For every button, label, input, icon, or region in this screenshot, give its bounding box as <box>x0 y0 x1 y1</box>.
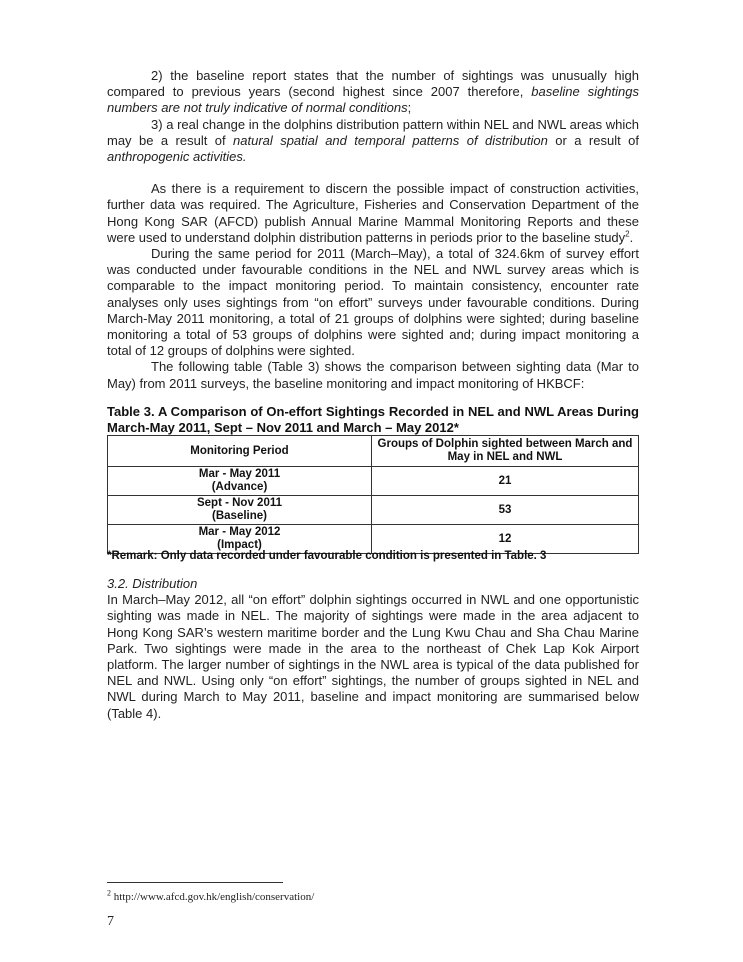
table-cell-value: 12 <box>372 525 639 554</box>
page-number: 7 <box>107 914 114 929</box>
table-header-cell: Groups of Dolphin sighted between March and May in NEL and NWL <box>372 436 639 467</box>
table-caption: Table 3. A Comparison of On-effort Sightings Recorded in NEL and NWL Areas During March-May 2011, Sept – Nov 2011 and March – May 2012* <box>107 404 639 435</box>
section-body: In March–May 2012, all “on effort” dolphin sightings occurred in NWL and one opportunistic sighting was made in NEL. The majority of sightings were made in the area adjacent to Hong Kong SAR’s western maritime border and the Lung Kwu Chau and Sha Chau Marine Park. Two sightings were made in the area to the northeast of Chek Lap Kok Airport platform. The larger number of sightings in the NWL area is typical of the data published for NEL and NWL. Using only “on effort” sightings, the number of groups sighted in NEL and NWL during March to May 2011, baseline and impact monitoring are summarised below (Table 4). <box>107 592 639 721</box>
table-header-row <box>108 436 639 467</box>
section-heading: 3.2. Distribution <box>107 576 198 591</box>
paragraph-distribution-change: 3) a real change in the dolphins distribution pattern within NEL and NWL areas which may be a result of natural spatial and temporal patterns of distribution or a result of anthropogenic activities. <box>107 116 639 165</box>
sightings-table <box>107 435 639 554</box>
table-cell-period: Mar - May 2012 (Impact) <box>108 525 372 554</box>
table-header-cell: Monitoring Period <box>108 436 372 467</box>
table-cell-period: Mar - May 2011 (Advance) <box>108 467 372 496</box>
table-cell-period: Sept - Nov 2011 (Baseline) <box>108 496 372 525</box>
table-row <box>108 496 639 525</box>
table-remark: *Remark: Only data recorded under favourable condition is presented in Table. 3 <box>107 550 547 562</box>
paragraph-survey-effort: During the same period for 2011 (March–May), a total of 324.6km of survey effort was conducted under favourable conditions in the NEL and NWL survey areas which is comparable to the impact monitoring period. To maintain consistency, encounter rate analyses only uses sightings from “on effort” surveys under favourable conditions. During March-May 2011 monitoring, a total of 21 groups of dolphins were sighted; during baseline monitoring a total of 53 groups of dolphins were sighted and; during impact monitoring a total of 12 groups of dolphins were sighted. <box>107 246 639 359</box>
body-text-upper <box>107 68 639 392</box>
paragraph-baseline-report: 2) the baseline report states that the number of sightings was unusually high compared to previous years (second highest since 2007 therefore, baseline sightings numbers are not truly indicative of normal conditions; <box>107 68 639 116</box>
footnote-link[interactable]: http://www.afcd.gov.hk/english/conservation/ <box>111 891 315 903</box>
table-cell-value: 53 <box>372 496 639 525</box>
paragraph-afcd-reports: As there is a requirement to discern the possible impact of construction activities, further data was required. The Agriculture, Fisheries and Conservation Department of the Hong Kong SAR (AFCD) publish Annual Marine Mammal Monitoring Reports and these were used to understand dolphin distribution patterns in periods prior to the baseline study$^2$. <box>107 181 639 245</box>
footnote-reference: 2 <box>625 229 630 239</box>
table-cell-value: 21 <box>372 467 639 496</box>
footnote-divider <box>107 882 283 883</box>
footnote: $^2$ http://www.afcd.gov.hk/english/conservation/ <box>107 888 315 903</box>
paragraph-table-intro: The following table (Table 3) shows the comparison between sighting data (Mar to May) from 2011 surveys, the baseline monitoring and impact monitoring of HKBCF: <box>107 359 639 391</box>
section-distribution <box>107 576 639 722</box>
table-row <box>108 467 639 496</box>
